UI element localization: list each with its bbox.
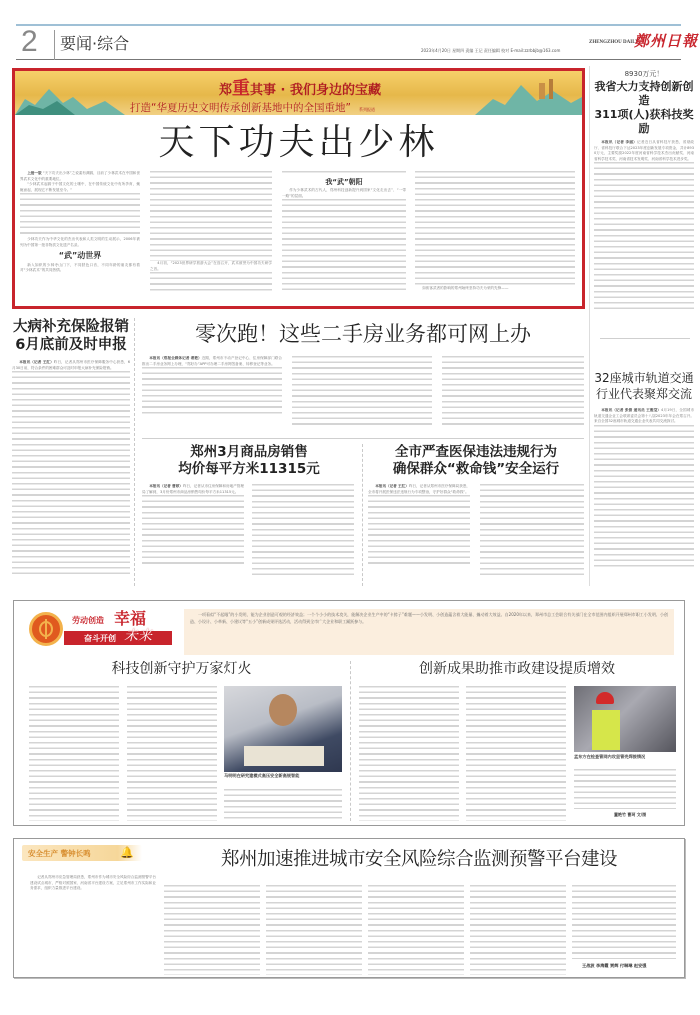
mountain-art-right — [475, 77, 582, 115]
safety-body-col-3 — [368, 885, 464, 975]
feature-col-4: 如侠客武者的影响的郑州始终坚持功夫为荣的先锋—— — [415, 171, 575, 307]
medical-article — [368, 444, 584, 589]
safety-body-col-1 — [164, 885, 260, 975]
article2-photo — [574, 686, 676, 752]
logo-text-2: 幸福 — [114, 609, 147, 628]
right-column — [594, 68, 694, 588]
article2-body-col-2 — [466, 686, 566, 821]
insurance-body: 本报讯（记者 王红）昨日，记者从郑州市医疗保障服务中心获悉，6月30日前，符合条件的困难群众可及时申报大病补充保险报销。 — [12, 360, 130, 590]
awards-headline: 我省大力支持创新创造 311项(人)获科技奖励 — [594, 80, 694, 135]
housing-article — [142, 318, 584, 433]
article1-headline: 科技创新守护万家灯火 — [111, 661, 252, 677]
awards-body: 本报讯（记者 李丽）记者近日从省科技厅获悉，省财政厅、省科技厅联合下达2023年度创新发展专项资金，共计8930万元，主要奖励2022年度河南省科学技术杰出贡献奖、河南省科学技术奖、河南省技术发明奖、河南省科学技术进步奖。 — [594, 140, 694, 335]
feature-headline: 天下功夫出少林 — [158, 122, 439, 163]
article2-headline: 创新成果助推市政建设提质增效 — [419, 661, 615, 677]
safety-headline: 郑州加速推进城市安全风险综合监测预警平台建设 — [220, 849, 617, 870]
article2-credit: 董艳竹 曹珂 文/图 — [614, 812, 647, 817]
article1-body-col-3 — [224, 789, 342, 821]
feature-subhead-1: “武”动世界 — [58, 250, 102, 260]
housing-headline: 零次跑！这些二手房业务都可网上办 — [195, 322, 531, 346]
paper-logo: 鄭州日報 — [634, 32, 699, 50]
housing-body-col-2 — [292, 356, 432, 426]
kicker: 8930万元！ — [624, 70, 664, 78]
article1-body-col-2 — [127, 686, 217, 821]
medical-headline: 全市严查医保违法违规行为 确保群众“救命钱”安全运行 — [392, 444, 560, 477]
labor-header — [14, 601, 684, 655]
feature-banner — [15, 71, 582, 115]
union-logo — [29, 612, 63, 646]
sales-article — [142, 444, 356, 589]
medical-body-col-2 — [480, 484, 584, 579]
feature-col-3: 我“武”朝阳 作为少林武术的古代人，郑州科技创新提升到国家“文化走出去”、“一带一路”的层面。 — [282, 171, 406, 307]
insurance-article — [12, 318, 130, 588]
sales-headline: 郑州3月商品房销售 均价每平方米11315元 — [178, 444, 320, 477]
feature-col-1: 上接一版 “天下功夫出少林”之说素有渊源，目前了少林武术在中国和世界武术文化中的重要地位。 “少林武术起源于中国文化的土壤中，在中国传统文化中有所孕育，蜿蜒而起，展现它不断发展至今。” 少林功夫作为中华文化的杰出代表和人类文明的生动展示，2006年被列为中国第一批非物质文化遗产名录。 “武”动世界 新入如织的少林寺山门下，不同肤色口音，不同年龄的朋友都有着对“少林武术”的共同热情。 — [20, 171, 140, 273]
logo-text-3: 奋斗开创 — [84, 634, 116, 643]
article1-photo — [224, 686, 342, 772]
article2-caption: 孟东方在检查管网内攻坚管壳焊接情况 — [574, 754, 646, 759]
logo-text-4: 未来 — [124, 628, 152, 644]
date-line: 2023年4月20日 星期四 责编 王记 责任编辑 校对 E-mail:zzrbbjb@163.com — [421, 48, 561, 53]
safety-credit: 王战波 李海霞 贾辉 付琳琳 赵安强 — [582, 963, 647, 968]
logo-text-1: 劳动创造 — [72, 616, 104, 625]
metro-headline: 32座城市轨道交通 行业代表聚郑交流 — [594, 371, 694, 401]
sales-body-col-2 — [252, 484, 354, 579]
feature-lead: 上接一版 “天下功夫出少林”之说素有渊源，目前了少林武术在中国和世界武术文化中的重要地位。 — [20, 171, 140, 181]
labor-intro: 一项看似“不起眼”的小发明，能为企业创造可观的经济效益；一个个小小的技术攻关，能解决企业生产中的“卡脖子”难题——小发明、小创造蕴含着大能量、撬动着大效益。自2020年以来，郑州市总工会联合有关部门在全市范围内组织开展郑州市职工小发明、小创造、小设计、小革新、小建议等“五小”创新成果评选活动，活动得到全市广大企业和职工踊跃参与。 — [184, 609, 674, 655]
housing-body-col-1: 本报讯（郑报全媒体记者 裴艳）近期，郑州市不动产登记中心、住房保障部门联合推出二手房业务网上办理，“郑好办”APP可办理二手房网签备案、转移登记等业务。 — [142, 356, 282, 426]
logo-bar — [64, 631, 172, 645]
safety-intro: 记者从郑州市应急管理局获悉，郑州市作为城市安全风险综合监测预警平台建设试点城市，严格对照国家、河南省平台建设方案，立足郑州市工作实际和业务需求，组织力量推进平台建设。 — [30, 875, 156, 891]
labor-section — [13, 600, 685, 826]
safety-body-col-4 — [470, 885, 566, 975]
feature-box — [12, 68, 585, 309]
masthead — [16, 24, 699, 60]
medical-body-col-1: 本报讯（记者 王红）昨日，记者从郑州市医疗保障局获悉，全市将开展医保违法违规行为专项整治，守护好群众“救命钱”。 — [368, 484, 470, 584]
safety-body-col-5 — [572, 885, 676, 959]
feature-subhead-2: 我“武”朝阳 — [325, 178, 363, 186]
sales-body-col-1: 本报讯（记者 曹婷）昨日，记者从市住房保障和房地产管理局了解到，3月份郑州市商品房销售均价每平方米11315元。 — [142, 484, 244, 584]
housing-body-col-3 — [442, 356, 584, 426]
feature-col-2: 4月初，“2023世界研学旅游大会”在嵩召开，武术被誉为中国功夫研学之首。 — [150, 171, 272, 307]
insurance-headline: 大病补充保险报销 6月底前及时申报 — [13, 319, 129, 353]
bell-icon: 🔔 — [120, 846, 134, 859]
masthead-divider — [54, 30, 55, 60]
safety-tag: 安全生产 警钟长鸣 🔔 — [22, 845, 142, 861]
article2-body-col-3 — [574, 769, 676, 809]
section-title: 要闻·综合 — [60, 34, 130, 53]
metro-body: 本报讯（记者 张倩 通讯员 王雅莹）4月19日，全国城市轨道交通企业工会联席委员会第十八届2023年年会在郑召开。来自全国32座城市轨道交通企业代表共同交流探讨。 — [594, 408, 694, 586]
paper-name-en: ZHENGZHOU DAILY — [589, 40, 639, 45]
article1-body-col-1 — [29, 686, 119, 821]
banner-title: 郑重其事 · 我们身边的宝藏 — [218, 78, 381, 99]
banner-subtitle: 打造“华夏历史文明传承创新基地中的全国重地” 系列报道 — [130, 102, 375, 114]
article1-caption: 马明明在研究建模式高压安全新高规智能 — [224, 773, 300, 778]
article2-body-col-1 — [359, 686, 459, 821]
mountain-art-left — [15, 79, 125, 115]
safety-section — [13, 838, 685, 978]
safety-body-col-2 — [266, 885, 362, 975]
page-number: 2 — [21, 25, 38, 58]
